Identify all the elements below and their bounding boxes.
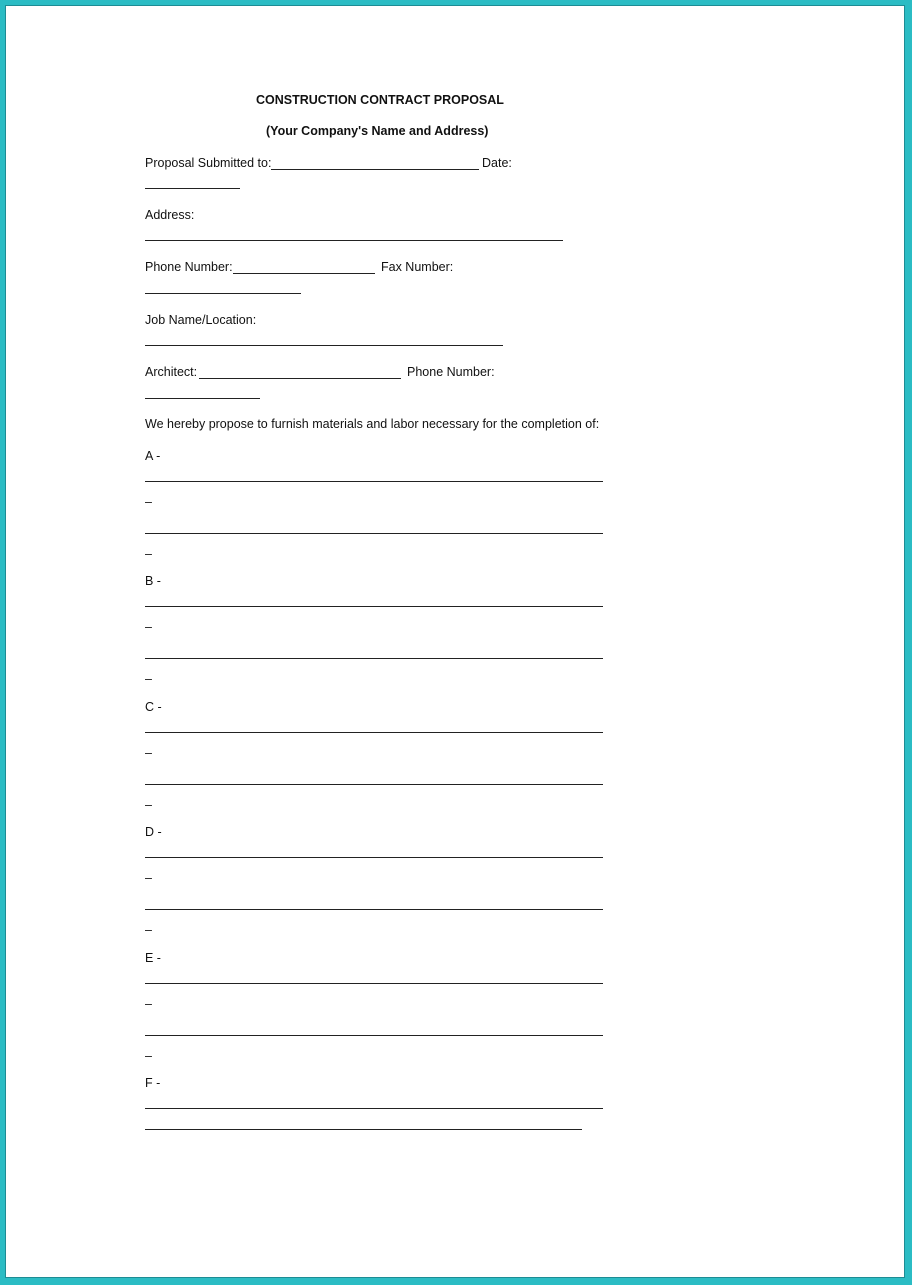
item-dash: – [145, 495, 152, 509]
item-dash: – [145, 620, 152, 634]
item-dash: – [145, 547, 152, 561]
architect-field[interactable] [199, 378, 401, 379]
item-c-line-1[interactable] [145, 732, 603, 733]
item-dash: – [145, 997, 152, 1011]
item-dash: – [145, 672, 152, 686]
item-f-line-2[interactable] [145, 1129, 582, 1130]
item-dash: – [145, 1049, 152, 1063]
item-dash: – [145, 871, 152, 885]
proposal-submitted-field[interactable] [271, 169, 479, 170]
item-d-label: D - [145, 825, 162, 839]
item-b-line-1[interactable] [145, 606, 603, 607]
item-c-label: C - [145, 700, 162, 714]
date-label: Date: [482, 156, 512, 170]
item-dash: – [145, 923, 152, 937]
item-d-line-1[interactable] [145, 857, 603, 858]
architect-phone-field[interactable] [145, 398, 260, 399]
item-dash: – [145, 798, 152, 812]
date-field[interactable] [145, 188, 240, 189]
item-a-line-1[interactable] [145, 481, 603, 482]
job-name-label: Job Name/Location: [145, 313, 257, 327]
fax-number-field[interactable] [145, 293, 301, 294]
item-c-line-2[interactable] [145, 784, 603, 785]
document-title: CONSTRUCTION CONTRACT PROPOSAL [256, 93, 504, 107]
item-b-line-2[interactable] [145, 658, 603, 659]
item-e-label: E - [145, 951, 161, 965]
proposal-submitted-label: Proposal Submitted to: [145, 156, 272, 170]
item-f-label: F - [145, 1076, 161, 1090]
intro-text: We hereby propose to furnish materials and labor necessary for the completion of: [145, 417, 600, 431]
item-e-line-2[interactable] [145, 1035, 603, 1036]
item-e-line-1[interactable] [145, 983, 603, 984]
item-f-line-1[interactable] [145, 1108, 603, 1109]
item-b-label: B - [145, 574, 161, 588]
item-dash: – [145, 746, 152, 760]
document-page [5, 5, 905, 1278]
phone-number-label: Phone Number: [145, 260, 233, 274]
item-a-label: A - [145, 449, 161, 463]
address-label: Address: [145, 208, 195, 222]
architect-label: Architect: [145, 365, 198, 379]
architect-phone-label: Phone Number: [407, 365, 495, 379]
job-name-field[interactable] [145, 345, 503, 346]
document-subtitle: (Your Company's Name and Address) [266, 124, 489, 138]
item-a-line-2[interactable] [145, 533, 603, 534]
fax-number-label: Fax Number: [381, 260, 454, 274]
item-d-line-2[interactable] [145, 909, 603, 910]
phone-number-field[interactable] [233, 273, 375, 274]
address-field[interactable] [145, 240, 563, 241]
